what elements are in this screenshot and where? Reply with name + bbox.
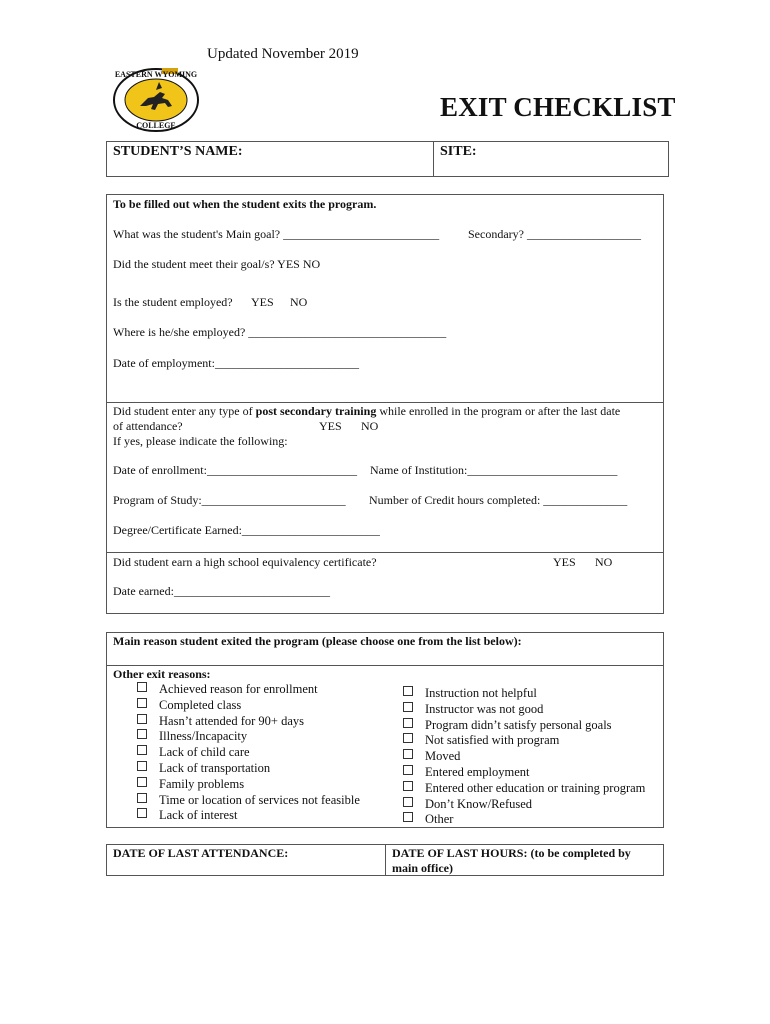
- credit-hours-field[interactable]: Number of Credit hours completed: ______________: [369, 493, 628, 507]
- employed-question: Is the student employed?: [113, 295, 233, 309]
- checkbox-icon[interactable]: [137, 682, 147, 692]
- student-name-label: STUDENT’S NAME:: [113, 144, 243, 159]
- reason-option[interactable]: [403, 702, 543, 717]
- checkbox-icon[interactable]: [403, 718, 413, 728]
- reason-option-label: Illness/Incapacity: [159, 729, 248, 744]
- last-hours-label: DATE OF LAST HOURS: (to be completed by main office): [392, 846, 631, 875]
- page-title: EXIT CHECKLIST: [440, 92, 676, 122]
- equivalency-yes[interactable]: YES: [553, 555, 576, 569]
- secondary-goal-field[interactable]: Secondary? ___________________: [468, 227, 641, 241]
- reason-option-label: Time or location of services not feasible: [159, 792, 360, 807]
- equivalency-no[interactable]: NO: [595, 555, 613, 569]
- checkbox-icon[interactable]: [403, 765, 413, 775]
- reason-option-label: Lack of transportation: [159, 761, 271, 775]
- reason-option-label: Hasn’t attended for 90+ days: [159, 713, 304, 728]
- checkbox-icon[interactable]: [403, 702, 413, 712]
- institution-field[interactable]: Name of Institution:_________________________: [370, 463, 618, 477]
- reason-option-label: Instruction not helpful: [425, 686, 537, 700]
- date-earned-field[interactable]: Date earned:__________________________: [113, 584, 330, 598]
- reason-option[interactable]: [137, 777, 244, 792]
- checkbox-icon[interactable]: [137, 793, 147, 803]
- employed-no[interactable]: NO: [290, 295, 308, 309]
- reason-option-label: Don’t Know/Refused: [425, 796, 533, 811]
- exit-intro: To be filled out when the student exits the program.: [113, 197, 377, 211]
- reason-option-label: Program didn’t satisfy personal goals: [425, 717, 612, 732]
- site-label: SITE:: [440, 144, 477, 159]
- reason-option-label: Entered employment: [425, 765, 530, 779]
- program-study-field[interactable]: Program of Study:________________________: [113, 493, 346, 507]
- post-secondary-line3: If yes, please indicate the following:: [113, 434, 288, 448]
- reason-option[interactable]: [137, 808, 237, 823]
- reason-option-label: Lack of interest: [159, 808, 238, 823]
- post-secondary-bold: post secondary training: [255, 404, 377, 418]
- reason-option[interactable]: [403, 686, 537, 701]
- reasons-header: Main reason student exited the program (please choose one from the list below):: [113, 634, 522, 648]
- reason-option[interactable]: [403, 718, 612, 733]
- post-secondary-line2: of attendance?: [113, 419, 183, 433]
- reason-option[interactable]: [137, 793, 360, 808]
- site-field[interactable]: [490, 160, 660, 174]
- reason-option-label: Achieved reason for enrollment: [159, 682, 318, 696]
- reason-option[interactable]: [403, 781, 645, 796]
- checkbox-icon[interactable]: [403, 797, 413, 807]
- reason-option-label: Moved: [425, 749, 461, 764]
- reason-option[interactable]: [137, 745, 250, 760]
- checkbox-icon[interactable]: [403, 781, 413, 791]
- date-employment-field[interactable]: Date of employment:________________________: [113, 356, 359, 370]
- equivalency-question: Did student earn a high school equivalency certificate?: [113, 555, 377, 569]
- reason-option[interactable]: [137, 729, 247, 744]
- checkbox-icon[interactable]: [403, 812, 413, 822]
- reason-option[interactable]: [403, 733, 559, 748]
- checkbox-icon[interactable]: [137, 729, 147, 739]
- checkbox-icon[interactable]: [403, 733, 413, 743]
- checkbox-icon[interactable]: [137, 777, 147, 787]
- reason-option[interactable]: [403, 797, 532, 812]
- reason-option[interactable]: [137, 682, 318, 697]
- college-logo: [110, 64, 202, 134]
- reason-option[interactable]: [137, 714, 304, 729]
- student-name-field[interactable]: [270, 160, 428, 174]
- svg-text:EASTERN WYOMING: EASTERN WYOMING: [114, 70, 198, 79]
- other-reasons-label: Other exit reasons:: [113, 667, 211, 681]
- reason-option-label: Entered other education or training program: [425, 780, 646, 795]
- checkbox-icon[interactable]: [403, 686, 413, 696]
- reason-option[interactable]: [403, 812, 453, 827]
- met-goals-question[interactable]: Did the student meet their goal/s? YES NO: [113, 257, 321, 271]
- checkbox-icon[interactable]: [403, 749, 413, 759]
- post-secondary-question: Did student enter any type of post secondary training while enrolled in the program or after the last date: [113, 404, 621, 418]
- checkbox-icon[interactable]: [137, 745, 147, 755]
- reason-option-label: Completed class: [159, 697, 242, 712]
- reason-option-label: Instructor was not good: [425, 701, 544, 716]
- reason-option-label: Lack of child care: [159, 745, 250, 760]
- reason-option-label: Other: [425, 812, 454, 827]
- post-secondary-yes[interactable]: YES: [319, 419, 342, 433]
- checkbox-icon[interactable]: [137, 808, 147, 818]
- post-secondary-no[interactable]: NO: [361, 419, 379, 433]
- main-goal-field[interactable]: What was the student's Main goal? __________________________: [113, 227, 440, 241]
- reason-option[interactable]: [137, 698, 241, 713]
- where-employed-field[interactable]: Where is he/she employed? _________________________________: [113, 325, 447, 339]
- reason-option-label: Not satisfied with program: [425, 733, 560, 748]
- checkbox-icon[interactable]: [137, 698, 147, 708]
- reason-option[interactable]: [403, 765, 529, 780]
- degree-field[interactable]: Degree/Certificate Earned:_______________________: [113, 523, 380, 537]
- reason-option[interactable]: [403, 749, 460, 764]
- last-attendance-label: DATE OF LAST ATTENDANCE:: [113, 846, 289, 860]
- employed-yes[interactable]: YES: [251, 295, 274, 309]
- reason-option[interactable]: [137, 761, 270, 776]
- updated-date: Updated November 2019: [207, 46, 359, 62]
- checkbox-icon[interactable]: [137, 761, 147, 771]
- reason-option-label: Family problems: [159, 776, 245, 791]
- date-enrollment-field[interactable]: Date of enrollment:_________________________: [113, 463, 357, 477]
- svg-text:COLLEGE: COLLEGE: [136, 121, 176, 130]
- checkbox-icon[interactable]: [137, 714, 147, 724]
